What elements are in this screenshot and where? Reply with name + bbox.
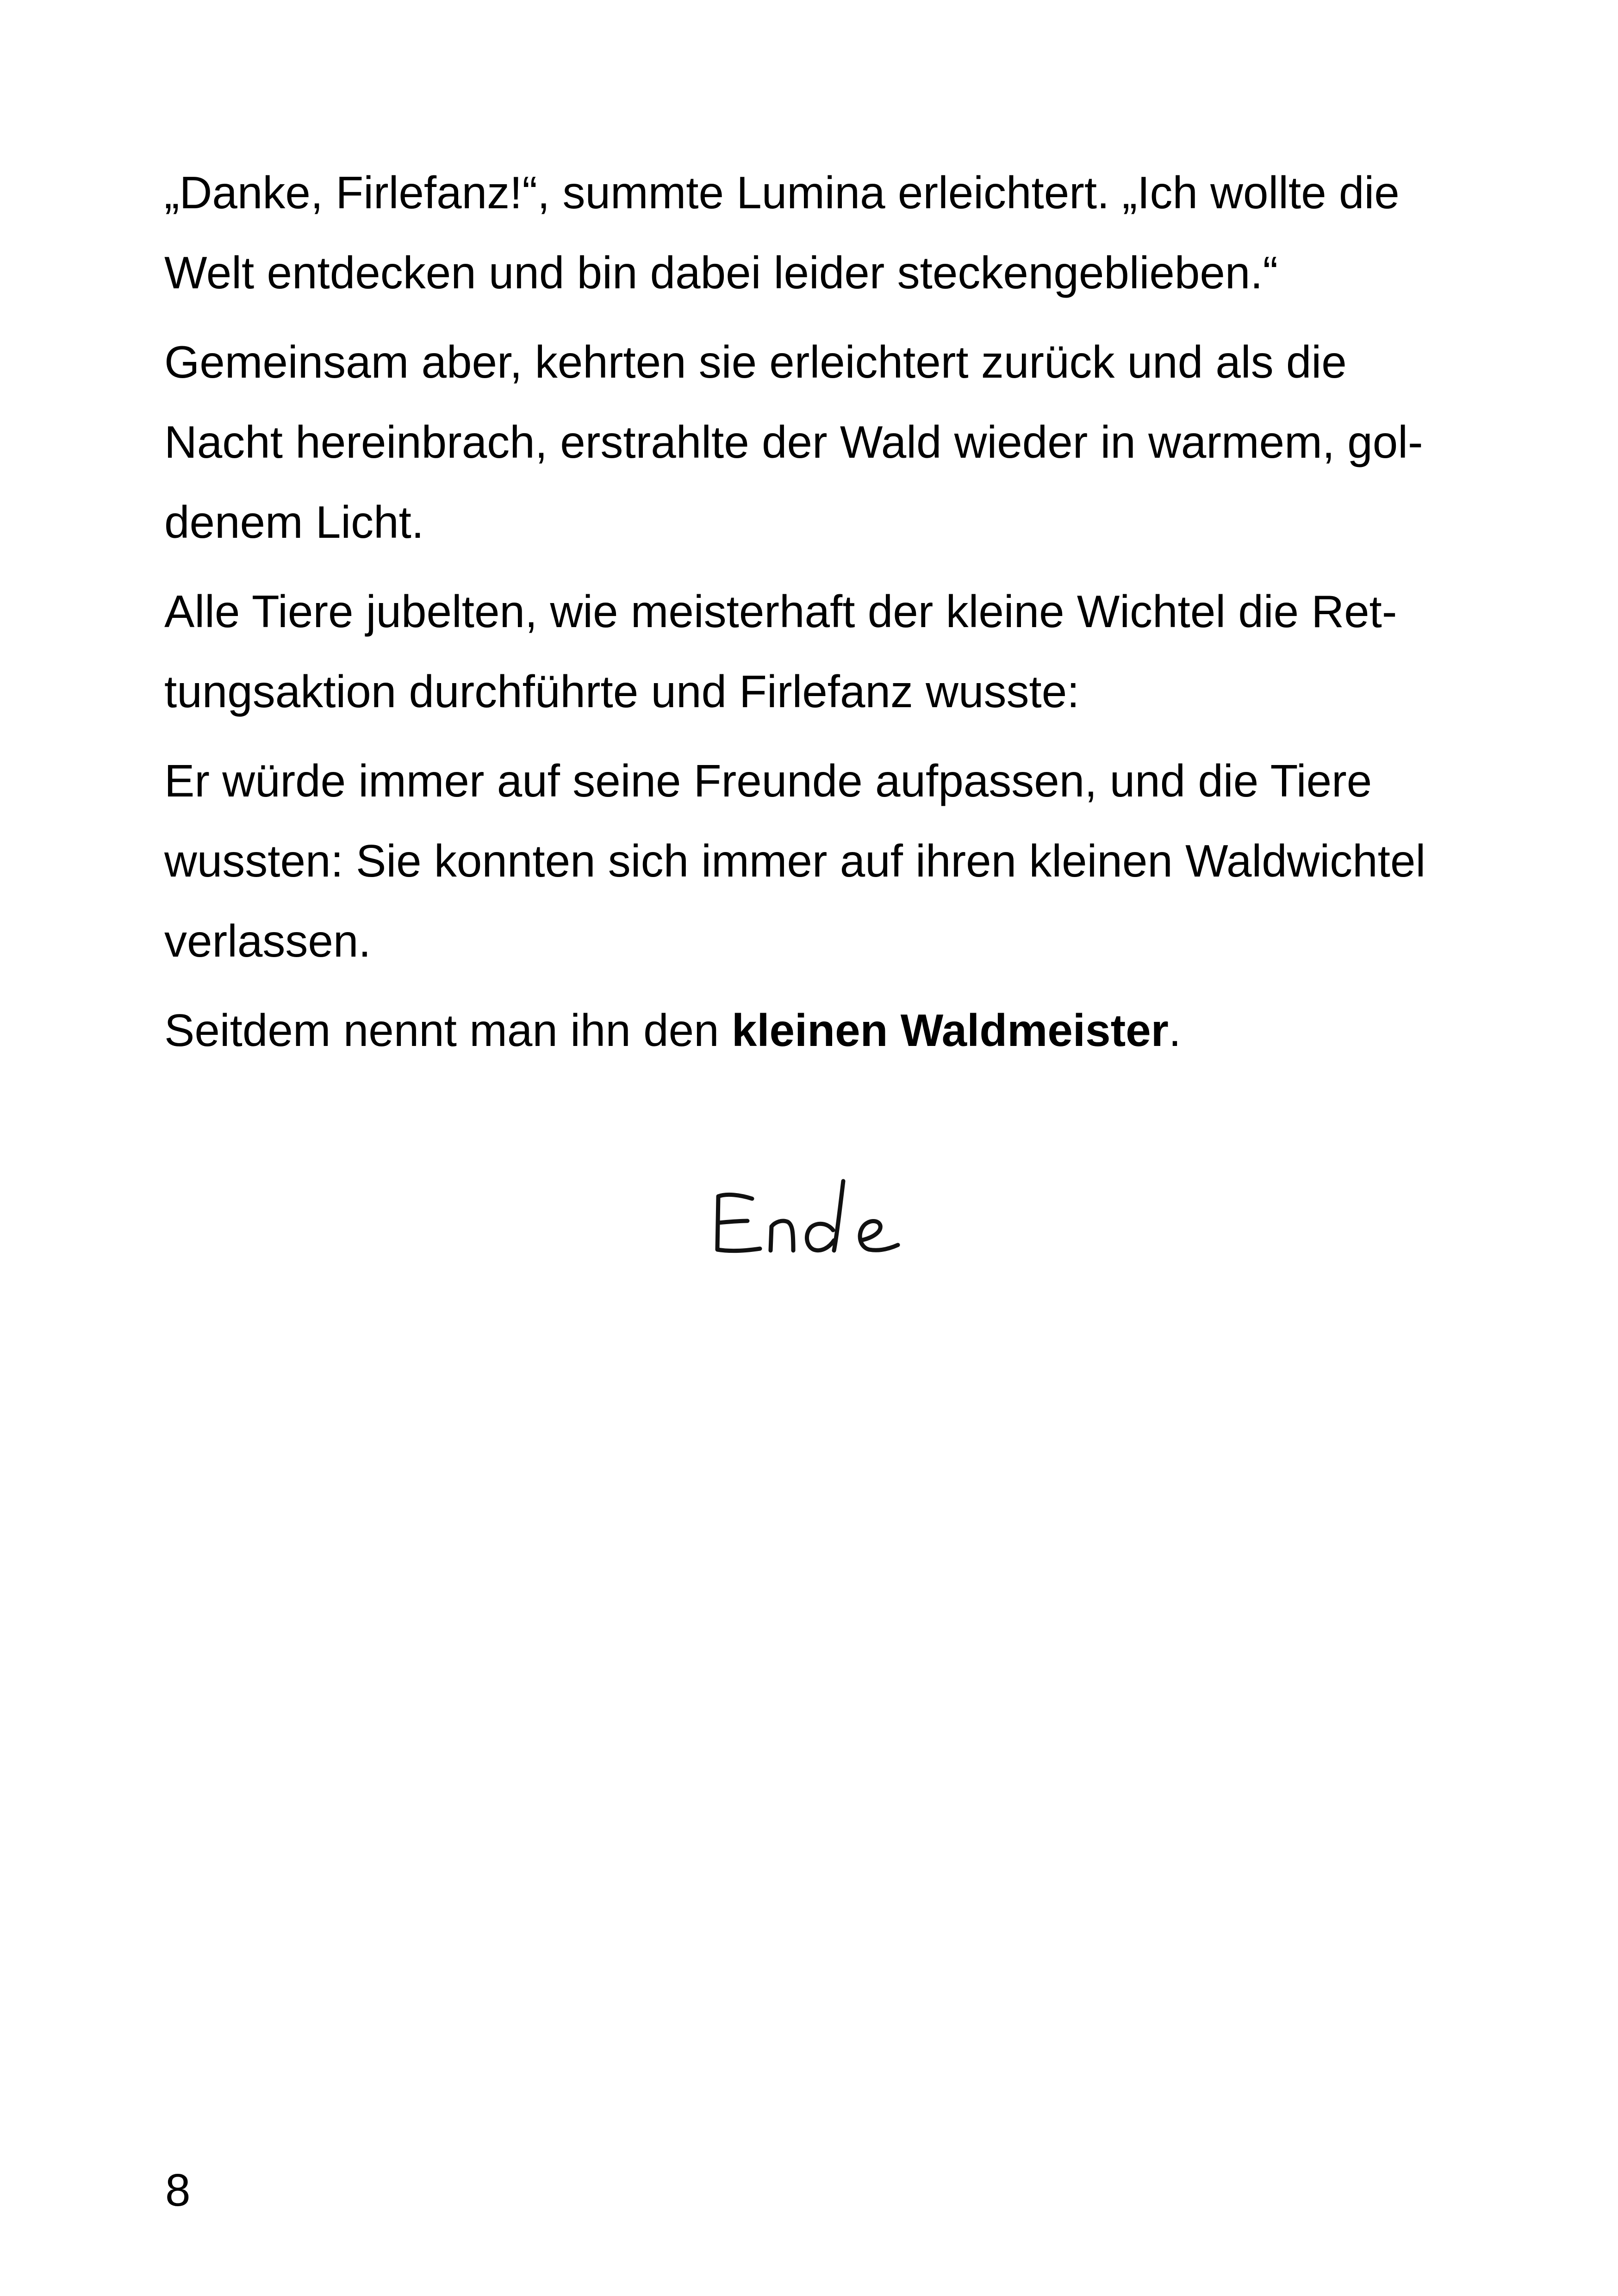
paragraph-5 [164, 990, 1460, 1070]
text-plain: Seitdem nennt man ihn den [164, 1005, 732, 1056]
text-line: denem Licht. [164, 497, 424, 548]
text-line: Nacht hereinbrach, erstrahlte der Wald wieder in warmem, gol- [164, 417, 1423, 467]
story-text [164, 153, 1460, 1080]
text-line: Welt entdecken und bin dabei leider steckengeblieben.“ [164, 247, 1278, 298]
text-line: „Danke, Firlefanz!“, summte Lumina erleichtert. „Ich wollte die [164, 167, 1400, 218]
text-line [164, 990, 1460, 1070]
text-line: tungsaktion durchführte und Firlefanz wusste: [164, 666, 1080, 717]
text-period: . [1168, 1005, 1182, 1056]
paragraph-2 [164, 322, 1460, 562]
text-line: Er würde immer auf seine Freunde aufpassen, und die Tiere [164, 755, 1372, 806]
paragraph-4 [164, 741, 1460, 981]
paragraph-3 [164, 572, 1460, 732]
page-number: 8 [165, 2165, 191, 2215]
text-line: wussten: Sie konnten sich immer auf ihren kleinen Waldwichtel [164, 835, 1426, 886]
text-bold: kleinen Waldmeister [731, 1005, 1169, 1056]
text-line: Gemeinsam aber, kehrten sie erleichtert zurück und als die [164, 336, 1347, 387]
text-line: Alle Tiere jubelten, wie meisterhaft der kleine Wichtel die Ret- [164, 586, 1397, 637]
text-line: verlassen. [164, 915, 371, 966]
ende-handwriting [708, 1171, 916, 1277]
paragraph-1 [164, 153, 1460, 313]
